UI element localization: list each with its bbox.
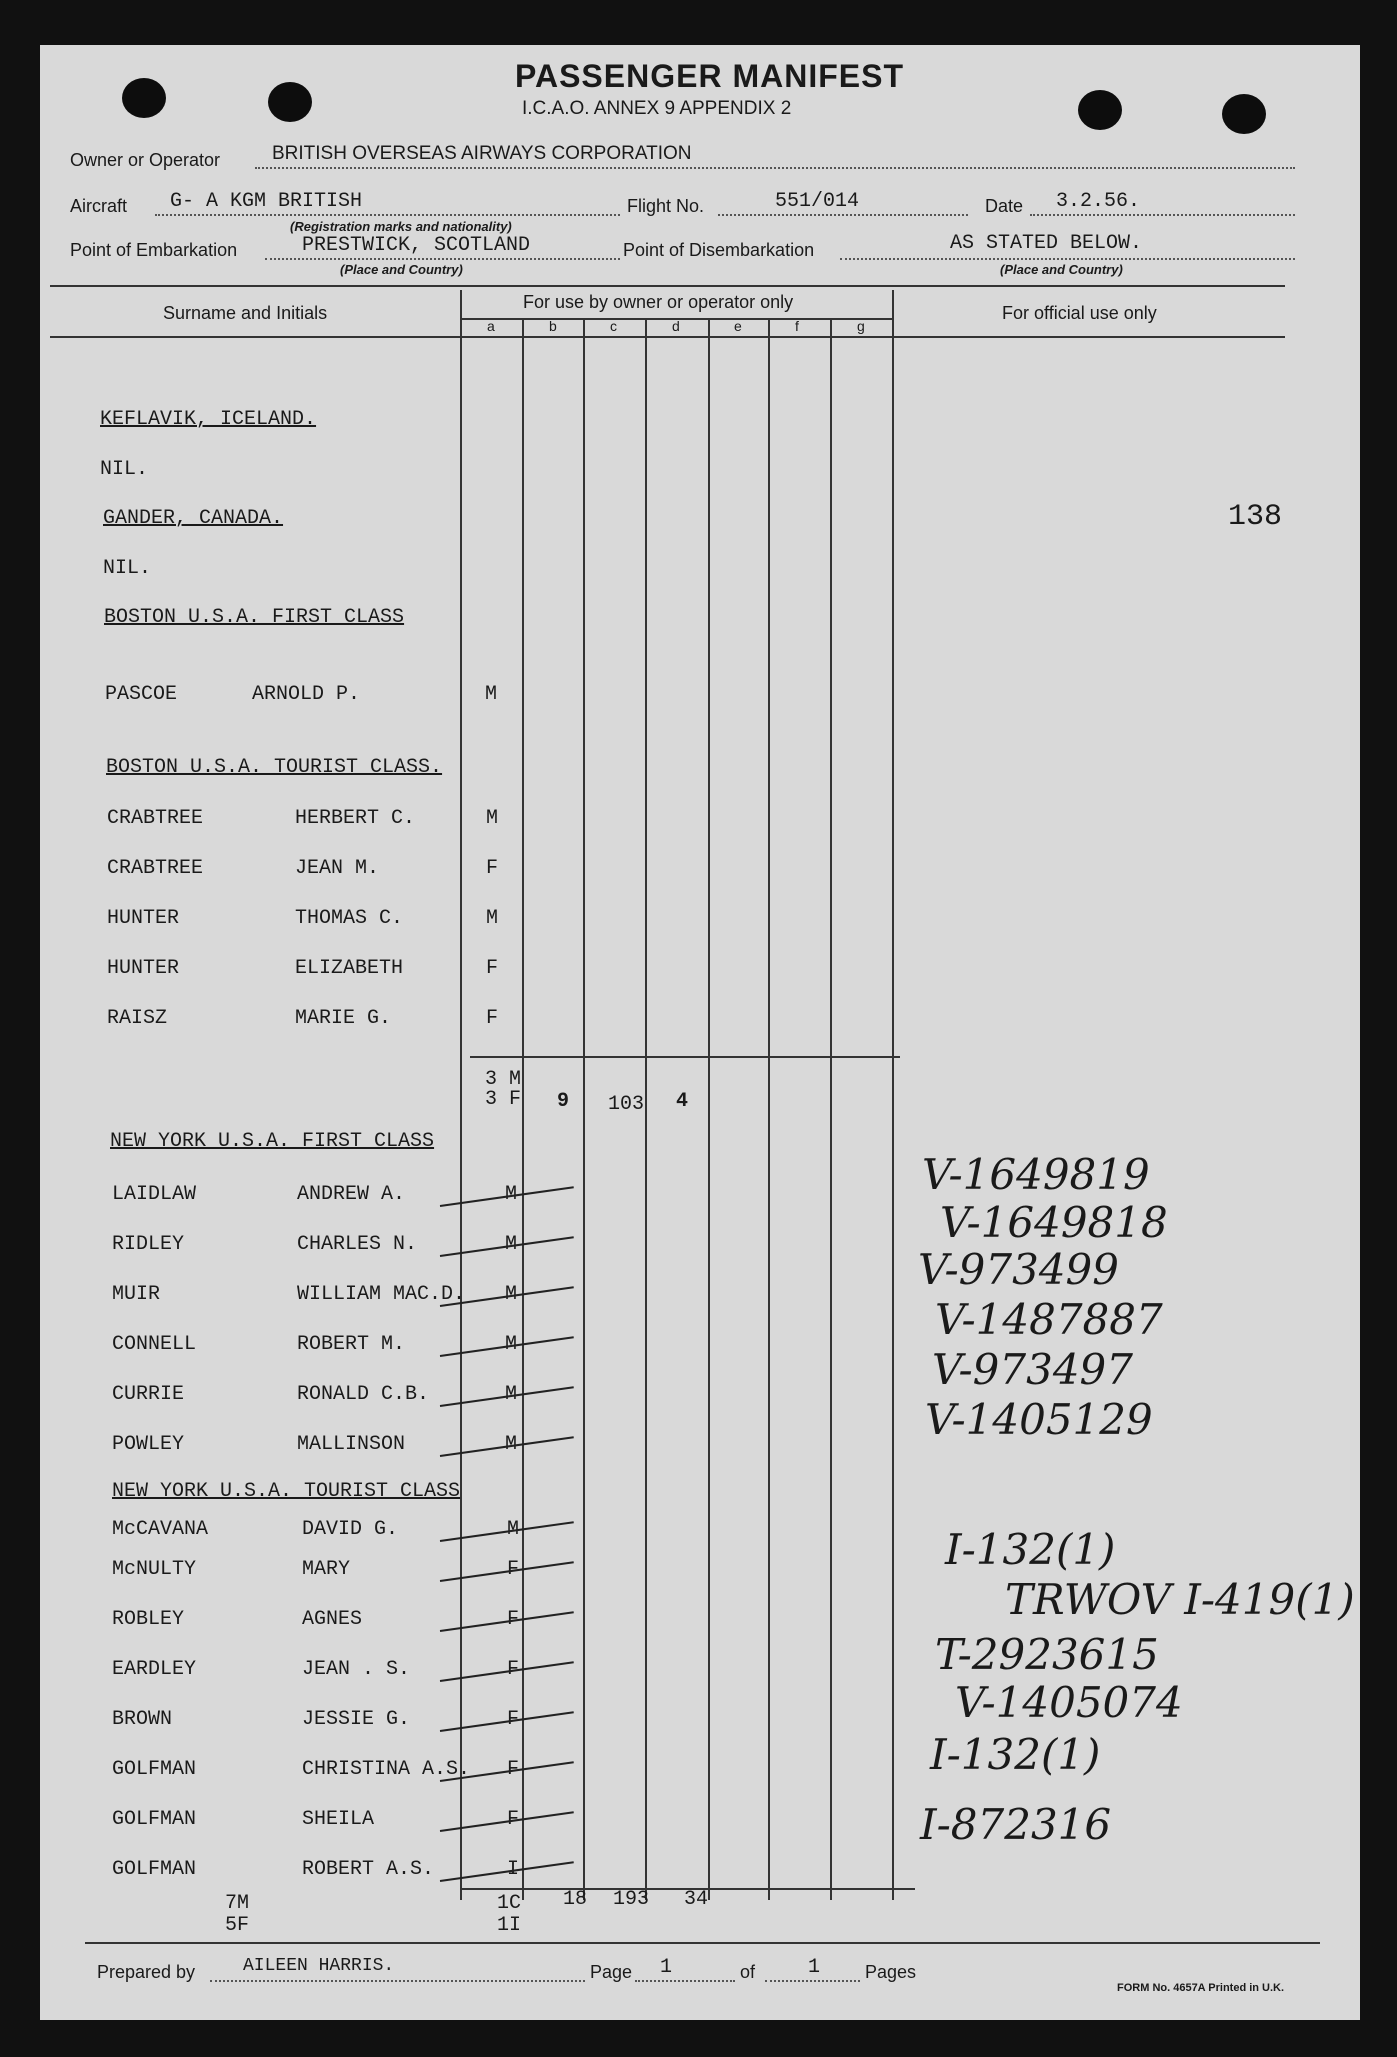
col-line-d xyxy=(645,318,647,1900)
col-official-header: For official use only xyxy=(1002,303,1157,323)
disembark-dotted-line xyxy=(840,258,1295,260)
flight-value: 551/014 xyxy=(775,190,860,213)
passenger-sex: M xyxy=(486,907,499,930)
col-line-end xyxy=(892,290,894,1900)
pages-label: Pages xyxy=(865,1962,917,1982)
form-number: FORM No. 4657A Printed in U.K. xyxy=(1117,1982,1285,1994)
passenger-given-name: WILLIAM MAC.D. xyxy=(297,1283,466,1306)
passenger-surname: MUIR xyxy=(112,1283,161,1306)
section-ny-first: NEW YORK U.S.A. FIRST CLASS xyxy=(110,1130,435,1153)
aircraft-label: Aircraft xyxy=(70,196,128,216)
section-ny-tourist: NEW YORK U.S.A. TOURIST CLASS xyxy=(112,1480,461,1503)
section-boston-tourist: BOSTON U.S.A. TOURIST CLASS. xyxy=(106,756,443,779)
col-line-e xyxy=(708,318,710,1900)
owner-label: Owner or Operator xyxy=(70,150,221,170)
passenger-surname: ROBLEY xyxy=(112,1608,185,1631)
date-label: Date xyxy=(985,196,1024,216)
subtotal-c: 103 xyxy=(608,1093,645,1116)
official-handwritten-number: T-2923615 xyxy=(935,1630,1159,1679)
col-letter-b: b xyxy=(549,318,557,334)
section-gander: GANDER, CANADA. xyxy=(103,507,284,530)
embark-note: (Place and Country) xyxy=(340,262,463,277)
page-label: Page xyxy=(590,1962,633,1982)
aircraft-value: G- A KGM BRITISH xyxy=(170,190,363,213)
passenger-sex: F xyxy=(507,1608,520,1631)
passenger-surname: POWLEY xyxy=(112,1433,185,1456)
passenger-surname: GOLFMAN xyxy=(112,1858,197,1881)
col-surname-header: Surname and Initials xyxy=(163,303,328,323)
passenger-surname: CONNELL xyxy=(112,1333,197,1356)
col-line-a xyxy=(460,290,462,1900)
passenger-surname: EARDLEY xyxy=(112,1658,197,1681)
passenger-surname: LAIDLAW xyxy=(112,1183,197,1206)
of-value: 1 xyxy=(808,1956,821,1979)
section-keflavik: KEFLAVIK, ICELAND. xyxy=(100,408,317,431)
passenger-surname: PASCOE xyxy=(105,683,178,706)
passenger-given-name: CHARLES N. xyxy=(297,1233,418,1256)
passenger-sex: M xyxy=(507,1518,520,1541)
passenger-surname: HUNTER xyxy=(107,957,180,980)
aircraft-note: (Registration marks and nationality) xyxy=(290,219,512,234)
passenger-sex: M xyxy=(505,1283,518,1306)
total-b: 18 xyxy=(563,1888,588,1911)
passenger-sex: M xyxy=(505,1383,518,1406)
disembark-label: Point of Disembarkation xyxy=(623,240,815,260)
col-operator-header: For use by owner or operator only xyxy=(523,292,794,312)
of-dotted-line xyxy=(765,1980,860,1982)
owner-value: BRITISH OVERSEAS AIRWAYS CORPORATION xyxy=(272,143,692,164)
official-handwritten-number: I-132(1) xyxy=(945,1525,1116,1574)
prepared-dotted-line xyxy=(210,1980,585,1982)
passenger-surname: GOLFMAN xyxy=(112,1758,197,1781)
page-value: 1 xyxy=(660,1956,673,1979)
header-top-rule xyxy=(50,285,1285,287)
embark-value: PRESTWICK, SCOTLAND xyxy=(302,234,531,257)
passenger-sex: F xyxy=(507,1708,520,1731)
header-bottom-rule xyxy=(50,336,1285,338)
page-title: PASSENGER MANIFEST xyxy=(515,58,904,94)
section-nil-2: NIL. xyxy=(103,557,152,580)
aircraft-dotted-line xyxy=(155,214,620,216)
total-d: 34 xyxy=(684,1888,709,1911)
passenger-sex: F xyxy=(507,1658,520,1681)
passenger-sex: F xyxy=(507,1758,520,1781)
flight-dotted-line xyxy=(718,214,968,216)
passenger-given-name: MARIE G. xyxy=(295,1007,392,1030)
passenger-sex: F xyxy=(507,1808,520,1831)
date-dotted-line xyxy=(1030,214,1295,216)
col-letter-a: a xyxy=(487,318,495,334)
passenger-given-name: JEAN . S. xyxy=(302,1658,411,1681)
passenger-sex: M xyxy=(505,1433,518,1456)
subtotal-rule xyxy=(470,1056,900,1058)
date-value: 3.2.56. xyxy=(1056,190,1141,213)
total-a: 1C 1I xyxy=(497,1892,522,1937)
passenger-sex: M xyxy=(505,1233,518,1256)
punch-hole xyxy=(268,82,312,122)
subtotal-a: 3 M 3 F xyxy=(485,1068,522,1111)
passenger-given-name: ELIZABETH xyxy=(295,957,404,980)
passenger-sex: F xyxy=(507,1558,520,1581)
official-handwritten-number: V-1487887 xyxy=(935,1295,1163,1344)
official-handwritten-number: V-1405129 xyxy=(925,1395,1153,1444)
passenger-given-name: THOMAS C. xyxy=(295,907,404,930)
passenger-surname: RIDLEY xyxy=(112,1233,185,1256)
passenger-given-name: ROBERT M. xyxy=(297,1333,406,1356)
passenger-sex: M xyxy=(485,683,498,706)
passenger-surname: CURRIE xyxy=(112,1383,185,1406)
of-label: of xyxy=(740,1962,756,1982)
passenger-sex: M xyxy=(505,1183,518,1206)
disembark-value: AS STATED BELOW. xyxy=(950,232,1143,255)
passenger-surname: CRABTREE xyxy=(107,857,204,880)
prepared-label: Prepared by xyxy=(97,1962,196,1982)
passenger-given-name: SHEILA xyxy=(302,1808,375,1831)
total-c: 193 xyxy=(613,1888,650,1911)
col-letter-e: e xyxy=(734,318,742,334)
section-nil-1: NIL. xyxy=(100,458,149,481)
subtotal-d: 4 xyxy=(676,1090,689,1113)
official-number: 138 xyxy=(1228,500,1283,534)
page-dotted-line xyxy=(635,1980,735,1982)
punch-hole xyxy=(122,78,166,118)
flight-label: Flight No. xyxy=(627,196,705,216)
passenger-surname: McNULTY xyxy=(112,1558,197,1581)
disembark-note: (Place and Country) xyxy=(1000,262,1123,277)
owner-dotted-line xyxy=(255,167,1295,169)
passenger-sex: F xyxy=(486,1007,499,1030)
col-line-c xyxy=(583,318,585,1900)
embark-dotted-line xyxy=(265,258,620,260)
passenger-surname: GOLFMAN xyxy=(112,1808,197,1831)
official-handwritten-number: V-973497 xyxy=(932,1345,1133,1394)
col-letter-f: f xyxy=(795,318,799,334)
passenger-given-name: AGNES xyxy=(302,1608,363,1631)
official-handwritten-number: I-872316 xyxy=(920,1800,1112,1849)
punch-hole xyxy=(1078,90,1122,130)
official-handwritten-number: V-1649818 xyxy=(940,1198,1168,1247)
col-line-f xyxy=(768,318,770,1900)
passenger-given-name: ARNOLD P. xyxy=(252,683,361,706)
passenger-given-name: ANDREW A. xyxy=(297,1183,406,1206)
col-letter-g: g xyxy=(857,318,865,334)
passenger-surname: BROWN xyxy=(112,1708,173,1731)
passenger-sex: M xyxy=(486,807,499,830)
passenger-surname: CRABTREE xyxy=(107,807,204,830)
embark-label: Point of Embarkation xyxy=(70,240,238,260)
subtotal-b: 9 xyxy=(557,1090,570,1113)
prepared-value: AILEEN HARRIS. xyxy=(243,1956,395,1976)
official-handwritten-number: TRWOV I-419(1) xyxy=(1005,1575,1355,1624)
col-letter-c: c xyxy=(610,318,617,334)
passenger-given-name: HERBERT C. xyxy=(295,807,416,830)
passenger-sex: F xyxy=(486,857,499,880)
passenger-given-name: MARY xyxy=(302,1558,351,1581)
punch-hole xyxy=(1222,94,1266,134)
passenger-given-name: RONALD C.B. xyxy=(297,1383,430,1406)
passenger-given-name: JESSIE G. xyxy=(302,1708,411,1731)
passenger-given-name: DAVID G. xyxy=(302,1518,399,1541)
official-handwritten-number: V-973499 xyxy=(918,1245,1119,1294)
passenger-sex: I xyxy=(507,1858,520,1881)
official-handwritten-number: V-1405074 xyxy=(955,1678,1183,1727)
footer-rule xyxy=(85,1942,1320,1944)
passenger-sex: F xyxy=(486,957,499,980)
official-handwritten-number: V-1649819 xyxy=(922,1150,1150,1199)
passenger-sex: M xyxy=(505,1333,518,1356)
passenger-surname: HUNTER xyxy=(107,907,180,930)
passenger-given-name: MALLINSON xyxy=(297,1433,406,1456)
passenger-given-name: JEAN M. xyxy=(295,857,380,880)
total-left: 7M 5F xyxy=(225,1892,250,1937)
passenger-given-name: CHRISTINA A.S. xyxy=(302,1758,471,1781)
passenger-given-name: ROBERT A.S. xyxy=(302,1858,435,1881)
passenger-surname: McCAVANA xyxy=(112,1518,209,1541)
passenger-surname: RAISZ xyxy=(107,1007,168,1030)
col-line-g xyxy=(830,318,832,1900)
col-line-b xyxy=(522,318,524,1900)
section-boston-first: BOSTON U.S.A. FIRST CLASS xyxy=(104,606,405,629)
page-subtitle: I.C.A.O. ANNEX 9 APPENDIX 2 xyxy=(522,98,792,119)
col-letter-d: d xyxy=(672,318,680,334)
official-handwritten-number: I-132(1) xyxy=(930,1730,1101,1779)
